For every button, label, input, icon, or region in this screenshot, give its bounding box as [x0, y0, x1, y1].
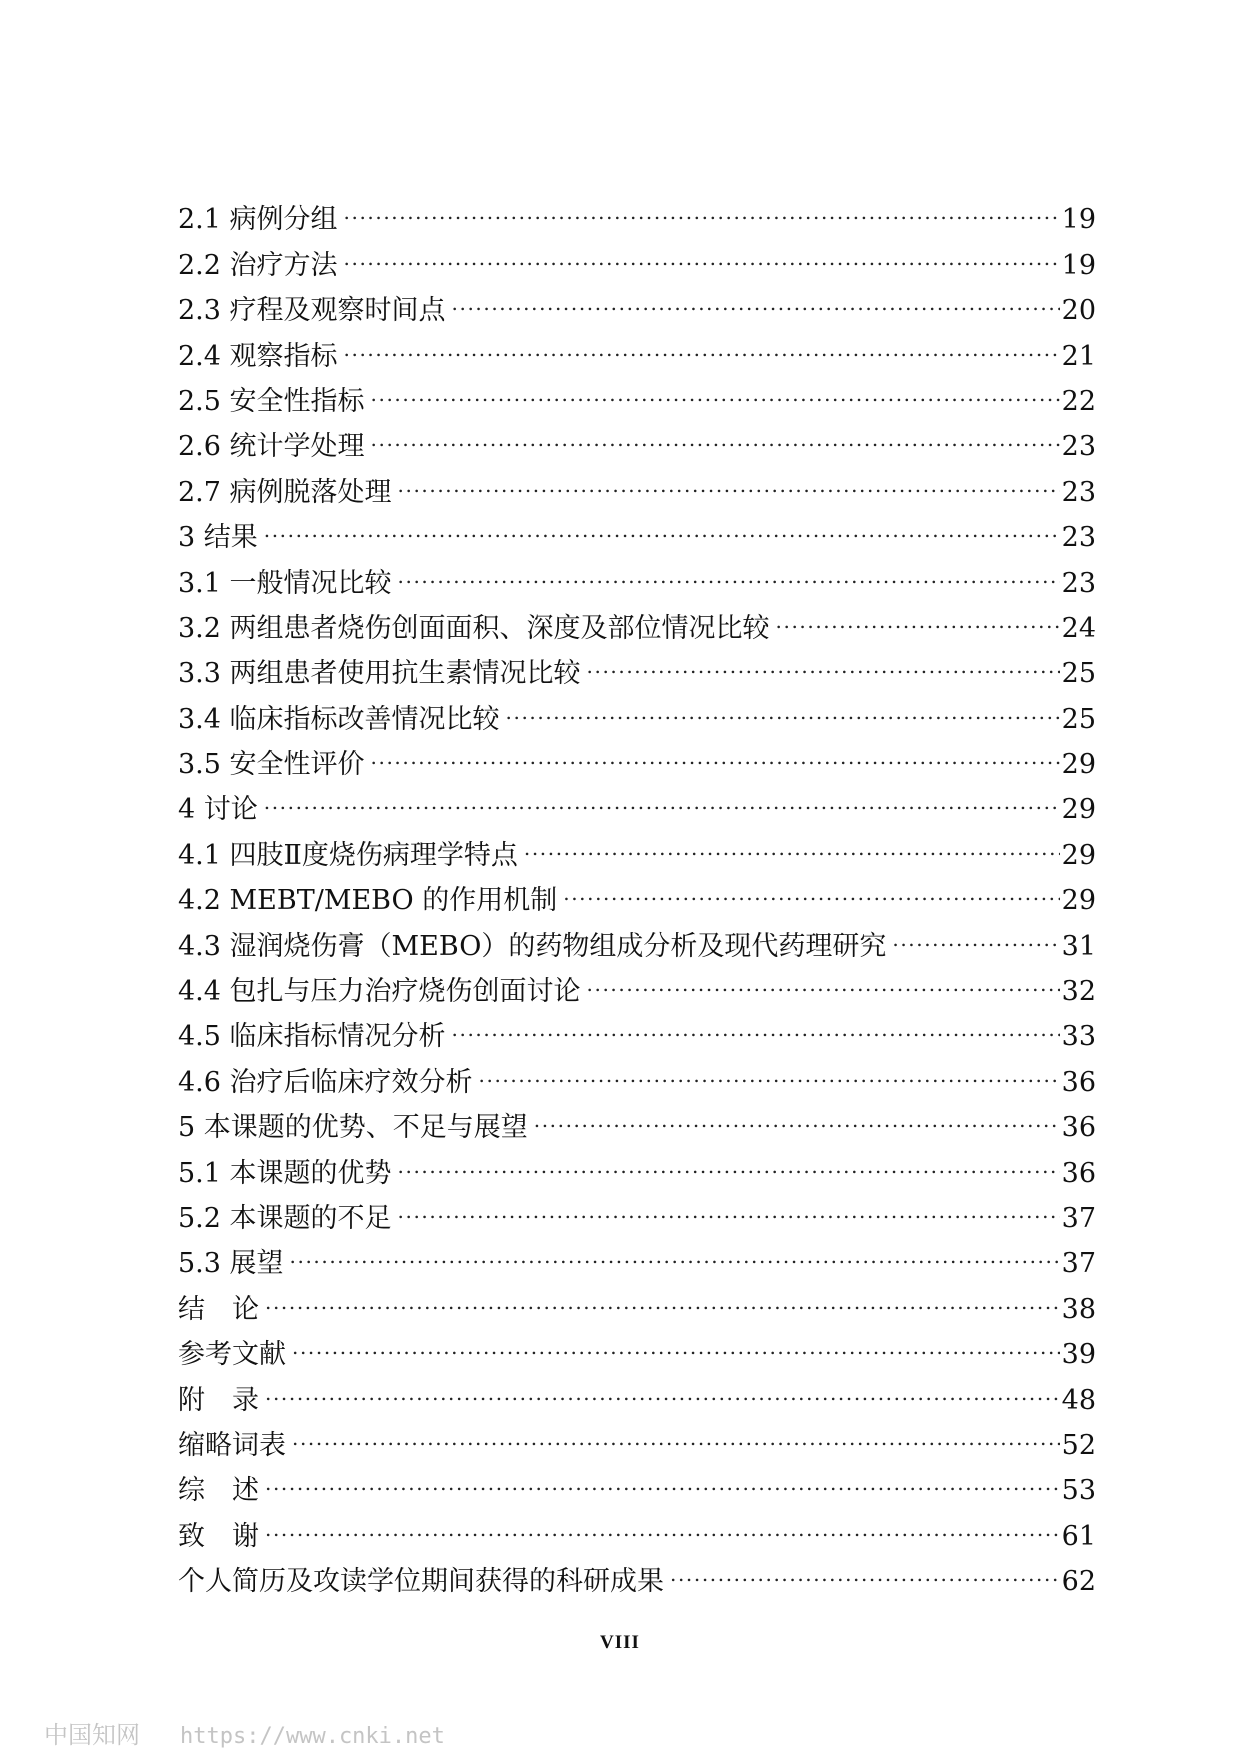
toc-entry-page: 36	[1061, 1066, 1096, 1098]
toc-entry-label: 参考文献	[178, 1339, 286, 1371]
toc-entry-label: 3.4 临床指标改善情况比较	[178, 703, 500, 735]
toc-entry-page: 32	[1061, 976, 1096, 1008]
toc-entry-leader	[776, 592, 1060, 637]
toc-entry-page: 37	[1061, 1202, 1096, 1234]
toc-entry-label: 结 论	[178, 1293, 259, 1325]
toc-entry-label: 2.1 病例分组	[178, 204, 338, 236]
toc-entry-page: 25	[1061, 703, 1096, 735]
toc-entry-leader	[563, 864, 1059, 909]
toc-entry-leader	[292, 1318, 1060, 1363]
toc-entry-label: 3 结果	[178, 522, 258, 554]
toc-entry-page: 23	[1061, 567, 1096, 599]
toc-entry-leader	[398, 455, 1060, 500]
toc-entry-label: 5.2 本课题的不足	[178, 1202, 392, 1234]
toc-entry-label: 4.2 MEBT/MEBO 的作用机制	[178, 885, 558, 917]
toc-entry-leader	[371, 728, 1060, 773]
toc-entry-leader	[524, 818, 1060, 863]
toc-entry[interactable]	[178, 1499, 1096, 1552]
toc-entry-page: 52	[1061, 1429, 1096, 1461]
toc-entry-label: 4.6 治疗后临床疗效分析	[178, 1066, 473, 1098]
toc-entry[interactable]	[178, 1272, 1096, 1325]
toc-entry[interactable]	[178, 183, 1096, 236]
toc-entry[interactable]	[178, 818, 1096, 871]
toc-entry-leader	[398, 1182, 1060, 1227]
toc-entry-label: 4.3 湿润烧伤膏（MEBO）的药物组成分析及现代药理研究	[178, 930, 887, 962]
toc-entry-leader	[265, 1272, 1060, 1317]
toc-entry-leader	[398, 546, 1060, 591]
toc-entry-label: 3.1 一般情况比较	[178, 567, 392, 599]
toc-entry-label: 2.3 疗程及观察时间点	[178, 295, 446, 327]
watermark-url: https://www.cnki.net	[180, 1724, 445, 1749]
toc-entry-page: 53	[1061, 1475, 1096, 1507]
toc-entry-page: 23	[1061, 431, 1096, 463]
toc-entry-leader	[265, 1499, 1060, 1544]
watermark-name: 中国知网	[44, 1721, 140, 1749]
toc-entry-page: 29	[1061, 885, 1096, 917]
toc-entry-label: 3.2 两组患者烧伤创面面积、深度及部位情况比较	[178, 612, 770, 644]
toc-entry-label: 4.4 包扎与压力治疗烧伤创面讨论	[178, 976, 581, 1008]
toc-list	[178, 183, 1096, 1598]
toc-entry[interactable]	[178, 501, 1096, 554]
toc-entry[interactable]	[178, 1454, 1096, 1507]
toc-entry-page: 36	[1061, 1157, 1096, 1189]
toc-entry-label: 2.2 治疗方法	[178, 249, 338, 281]
toc-entry-leader	[534, 1091, 1060, 1136]
toc-entry[interactable]	[178, 1545, 1096, 1598]
toc-entry-page: 22	[1061, 385, 1096, 417]
toc-entry-leader	[292, 1409, 1060, 1454]
toc-entry-leader	[290, 1227, 1060, 1272]
toc-entry-leader	[479, 1045, 1060, 1090]
toc-entry-label: 5.3 展望	[178, 1248, 284, 1280]
toc-entry-page: 19	[1061, 204, 1096, 236]
toc-entry-page: 25	[1061, 658, 1096, 690]
toc-entry-leader	[371, 410, 1060, 455]
toc-entry-page: 19	[1061, 249, 1096, 281]
toc-entry-label: 4 讨论	[178, 794, 258, 826]
toc-entry-leader	[344, 228, 1060, 273]
toc-entry-label: 缩略词表	[178, 1429, 286, 1461]
toc-entry-page: 20	[1061, 295, 1096, 327]
toc-entry[interactable]	[178, 1227, 1096, 1280]
toc-entry[interactable]	[178, 1363, 1096, 1416]
toc-entry-leader	[264, 501, 1060, 546]
toc-entry-label: 个人简历及攻读学位期间获得的科研成果	[178, 1566, 664, 1598]
toc-entry-page: 24	[1061, 612, 1096, 644]
toc-entry-label: 3.3 两组患者使用抗生素情况比较	[178, 658, 581, 690]
toc-entry-leader	[398, 1136, 1060, 1181]
toc-entry[interactable]	[178, 773, 1096, 826]
toc-entry-label: 综 述	[178, 1475, 259, 1507]
toc-entry-label: 致 谢	[178, 1520, 259, 1552]
toc-entry[interactable]	[178, 1409, 1096, 1461]
toc-entry-leader	[587, 637, 1060, 682]
toc-entry-label: 4.1 四肢Ⅱ度烧伤病理学特点	[178, 839, 518, 871]
toc-entry-page: 29	[1061, 749, 1096, 781]
toc-entry-label: 5.1 本课题的优势	[178, 1157, 392, 1189]
toc-entry-leader	[265, 1454, 1060, 1499]
toc-entry[interactable]	[178, 1318, 1096, 1371]
table-of-contents	[178, 183, 1096, 1598]
toc-entry-page: 23	[1061, 476, 1096, 508]
toc-entry-page: 38	[1061, 1293, 1096, 1325]
toc-entry-page: 33	[1061, 1021, 1096, 1053]
toc-entry-page: 62	[1061, 1566, 1096, 1598]
toc-entry-label: 3.5 安全性评价	[178, 749, 365, 781]
toc-entry-leader	[587, 955, 1060, 1000]
toc-entry-leader	[892, 909, 1059, 954]
toc-entry-label: 2.5 安全性指标	[178, 385, 365, 417]
watermark	[44, 1715, 445, 1750]
toc-entry-page: 21	[1061, 340, 1096, 372]
toc-entry-leader	[265, 1363, 1060, 1408]
toc-entry[interactable]	[178, 546, 1096, 599]
toc-entry-label: 附 录	[178, 1384, 259, 1416]
toc-entry-label: 2.6 统计学处理	[178, 431, 365, 463]
toc-entry-leader	[344, 183, 1060, 228]
toc-entry-label: 2.4 观察指标	[178, 340, 338, 372]
toc-entry-leader	[264, 773, 1060, 818]
toc-entry-leader	[344, 319, 1060, 364]
toc-entry-page: 37	[1061, 1248, 1096, 1280]
toc-entry-leader	[371, 365, 1060, 410]
toc-entry-page: 61	[1061, 1520, 1096, 1552]
toc-entry-page: 36	[1061, 1112, 1096, 1144]
toc-entry-leader	[670, 1545, 1060, 1590]
toc-entry-label: 2.7 病例脱落处理	[178, 476, 392, 508]
toc-entry-page: 23	[1061, 522, 1096, 554]
toc-entry-leader	[506, 682, 1060, 727]
toc-entry-page: 39	[1061, 1339, 1096, 1371]
toc-entry-page: 29	[1061, 794, 1096, 826]
toc-entry-label: 5 本课题的优势、不足与展望	[178, 1112, 528, 1144]
toc-entry-page: 31	[1061, 930, 1096, 962]
toc-entry-page: 48	[1061, 1384, 1096, 1416]
toc-entry-label: 4.5 临床指标情况分析	[178, 1021, 446, 1053]
toc-entry-leader	[452, 1000, 1060, 1045]
page-number: VIII	[600, 1632, 640, 1653]
toc-entry-page: 29	[1061, 839, 1096, 871]
toc-entry-leader	[452, 274, 1060, 319]
